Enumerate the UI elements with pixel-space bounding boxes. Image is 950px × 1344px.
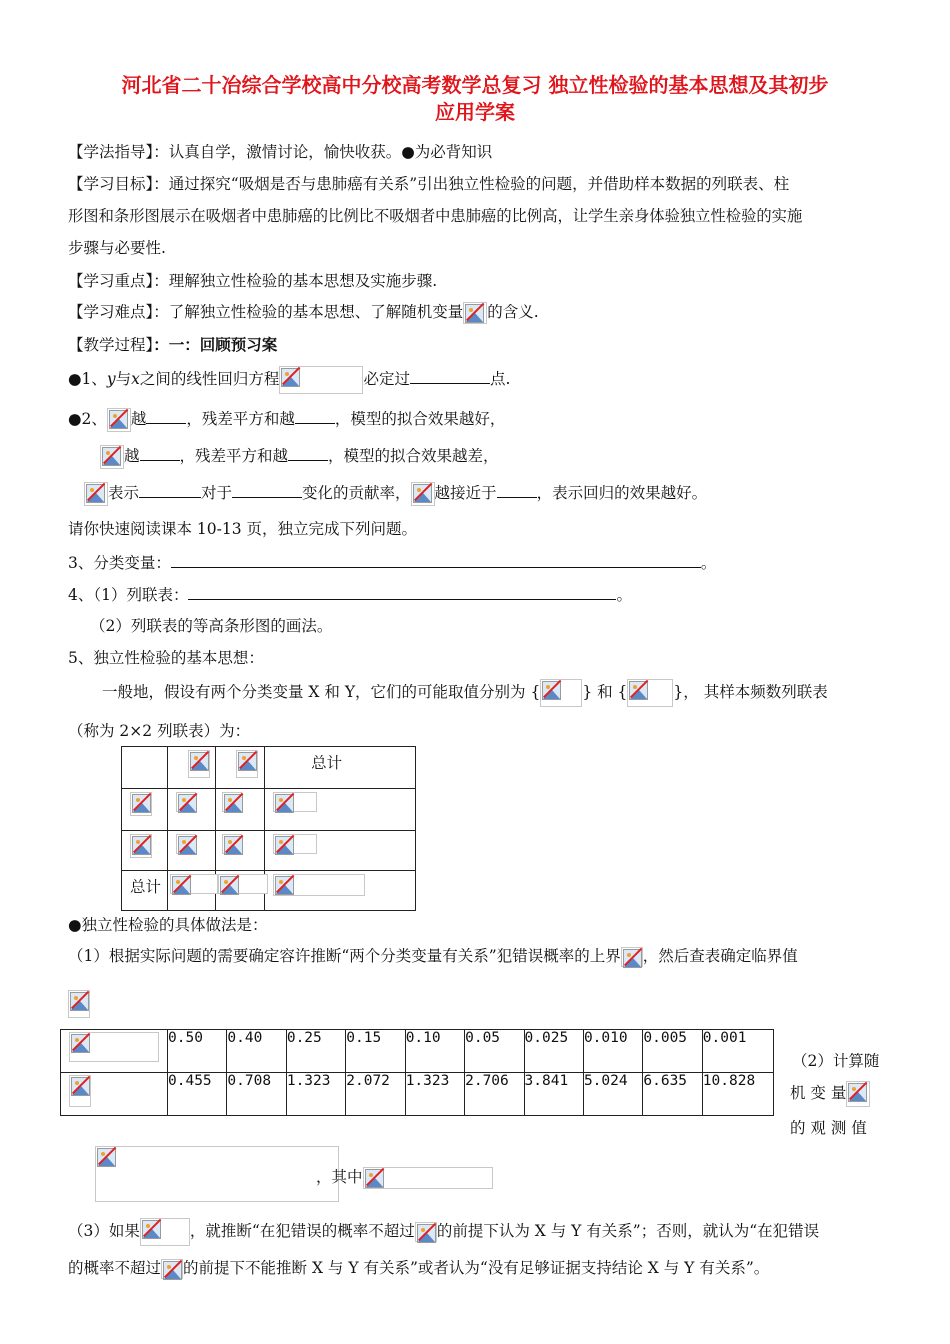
q4-label: 4、（1）列联表： — [68, 586, 189, 604]
doc-title-line1: 河北省二十冶综合学校高中分校高考数学总复习 独立性检验的基本思想及其初步 — [121, 73, 829, 97]
table-cell — [61, 1030, 168, 1073]
process — [68, 333, 277, 355]
formula-image-icon — [236, 750, 258, 778]
formula-image-icon — [69, 1032, 159, 1062]
formula-image-icon — [176, 834, 196, 854]
formula-image-icon — [68, 990, 90, 1018]
p-value-cell: 0.025 — [524, 1030, 583, 1073]
step3-text-c: 的前提下认为 X 与 Y 有关系”；否则，就认为“在犯错误 — [436, 1222, 820, 1240]
table-header-total: 总计 — [265, 747, 416, 789]
critical-value-table — [60, 1029, 774, 1116]
key-text: ：理解独立性检验的基本思想及实施步骤. — [153, 272, 438, 290]
process-label: 【教学过程】 — [68, 336, 154, 354]
k-value-cell: 10.828 — [702, 1073, 773, 1116]
step3-text-e: 的前提下不能推断 X 与 Y 有关系”或者认为“没有足够证据支持结论 X 与 Y 有关系”。 — [183, 1259, 770, 1277]
diff-label: 【学习难点】 — [68, 303, 154, 321]
k-value-cell: 0.455 — [168, 1073, 227, 1116]
q1-text-d: 必定过 — [363, 370, 410, 388]
goal-label: 【学习目标】 — [68, 175, 154, 193]
table-cell — [167, 831, 215, 871]
formula-image-icon — [279, 366, 363, 394]
var-x: x — [131, 370, 140, 388]
formula-image-icon — [273, 792, 317, 812]
method-label: 【学法指导】 — [68, 143, 154, 161]
table-cell — [265, 871, 416, 911]
question-1 — [68, 366, 510, 394]
q2-text-k: 越接近于 — [434, 484, 497, 502]
table-cell — [61, 1073, 168, 1116]
diff-text-a: ：了解独立性检验的基本思想、了解随机变量 — [153, 303, 464, 321]
goal-line1 — [68, 172, 789, 194]
step3-text-d: 的概率不超过 — [68, 1259, 162, 1277]
formula-image-icon — [411, 482, 435, 506]
k-value-cell: 1.323 — [405, 1073, 464, 1116]
step-2-b — [790, 1081, 870, 1107]
step-2-d — [316, 1165, 493, 1189]
method-text: ：认真自学，激情讨论，愉快收获。●为必背知识 — [153, 143, 493, 161]
step-1 — [68, 944, 798, 967]
table-cell — [215, 831, 264, 871]
method-guide — [68, 140, 492, 162]
q2-text-g: ，模型的拟合效果越差， — [328, 447, 499, 465]
var-y: y — [106, 370, 116, 388]
formula-image-icon — [84, 482, 108, 506]
p-value-cell: 0.50 — [168, 1030, 227, 1073]
q2-text-h: 表示 — [108, 484, 140, 502]
q3-label: 3、分类变量： — [68, 554, 171, 572]
q5-text-c: }， 其样本频数列联表 — [673, 683, 828, 701]
formula-image-icon — [222, 834, 242, 854]
question-4-2: （2）列联表的等高条形图的画法。 — [90, 617, 333, 635]
q5-text-a: 一般地，假设有两个分类变量 X 和 Y，它们的可能取值分别为 { — [102, 683, 541, 701]
q2-text-b: 越 — [130, 410, 147, 428]
blank-line — [497, 483, 537, 498]
q5-text-b: } 和 { — [582, 683, 628, 701]
table-cell — [122, 831, 168, 871]
table-cell — [215, 789, 264, 831]
blank-line — [232, 483, 302, 498]
formula-image-icon — [218, 874, 268, 894]
key-points — [68, 269, 437, 291]
blank-line — [139, 483, 201, 498]
difficulty — [68, 300, 539, 324]
doc-title-line2: 应用学案 — [435, 100, 515, 124]
goal-line3: 步骤与必要性. — [68, 239, 166, 257]
q2-text-d: ，模型的拟合效果越好， — [334, 410, 506, 428]
blank-line — [188, 585, 616, 600]
key-label: 【学习重点】 — [68, 272, 154, 290]
p-value-cell: 0.25 — [286, 1030, 345, 1073]
contingency-table — [121, 746, 416, 911]
question-2-line3 — [84, 481, 707, 506]
formula-image-icon — [130, 792, 152, 816]
formula-image-icon — [222, 792, 242, 812]
question-3 — [68, 551, 716, 573]
step1-text-b: ，然后查表确定临界值 — [642, 947, 798, 965]
question-2-line1 — [68, 407, 505, 432]
formula-image-icon — [846, 1081, 870, 1107]
formula-image-icon — [627, 679, 673, 707]
blank-line — [140, 446, 180, 461]
q1-number: ●1、 — [68, 370, 107, 388]
table-cell — [215, 871, 264, 911]
step-2-c: 的 观 测 值 — [790, 1119, 867, 1137]
p-value-cell: 0.001 — [702, 1030, 773, 1073]
p-value-cell: 0.15 — [346, 1030, 405, 1073]
q2-number: ●2、 — [68, 410, 107, 428]
table-cell — [265, 789, 416, 831]
p-value-cell: 0.10 — [405, 1030, 464, 1073]
question-5: 5、独立性检验的基本思想： — [68, 649, 264, 667]
formula-image-icon — [188, 750, 210, 778]
step3-text-a: （3）如果 — [68, 1222, 140, 1240]
formula-image-icon — [100, 445, 124, 469]
p-value-cell: 0.005 — [643, 1030, 702, 1073]
p-value-cell: 0.40 — [227, 1030, 286, 1073]
table-cell — [215, 747, 264, 789]
q4-end: 。 — [616, 586, 632, 604]
q2-text-l: ，表示回归的效果越好。 — [536, 484, 708, 502]
formula-image-icon — [540, 679, 582, 707]
blank-line — [288, 446, 328, 461]
blank-line — [171, 553, 701, 568]
question-2-line2 — [100, 444, 499, 469]
k-value-cell: 6.635 — [643, 1073, 702, 1116]
formula-image-icon — [415, 1222, 437, 1242]
table-cell — [265, 831, 416, 871]
formula-image-icon — [621, 947, 643, 967]
formula-image-icon — [161, 1259, 183, 1279]
read-note: 请你快速阅读课本 10-13 页，独立完成下列问题。 — [68, 520, 418, 538]
formula-image-icon — [463, 302, 487, 324]
step1-text-a: （1）根据实际问题的需要确定容许推断“两个分类变量有关系”犯错误概率的上界 — [68, 947, 621, 965]
table-cell — [122, 789, 168, 831]
blank-line — [410, 369, 490, 384]
table-cell — [122, 747, 168, 789]
q2-text-e: 越 — [124, 447, 140, 465]
table-cell — [167, 871, 215, 911]
steps-heading: ●独立性检验的具体做法是： — [68, 916, 268, 934]
q1-text-e: 点. — [489, 370, 511, 388]
q2-text-j: 变化的贡献率， — [302, 484, 411, 502]
k-value-cell: 3.841 — [524, 1073, 583, 1116]
formula-image-icon — [69, 1075, 91, 1107]
q2-text-c: ，残差平方和越 — [186, 410, 295, 428]
q2-text-f: ，残差平方和越 — [179, 447, 289, 465]
formula-image-icon — [170, 874, 218, 894]
formula-image-icon — [95, 1146, 339, 1202]
process-text: ：一：回顾预习案 — [153, 335, 278, 354]
k-value-cell: 2.072 — [346, 1073, 405, 1116]
q1-text-b: 与 — [115, 370, 132, 388]
question-5-para1 — [102, 679, 828, 707]
formula-image-icon — [107, 408, 131, 432]
formula-image-icon — [363, 1167, 493, 1189]
diff-text-b: 的含义. — [487, 303, 539, 321]
step2-text-d: ，其中 — [316, 1168, 363, 1186]
k-value-cell: 2.706 — [465, 1073, 524, 1116]
blank-line — [295, 409, 335, 424]
formula-image-icon — [273, 834, 317, 854]
formula-image-icon — [130, 834, 152, 858]
k-value-cell: 1.323 — [286, 1073, 345, 1116]
goal-text-1: ：通过探究“吸烟是否与患肺癌有关系”引出独立性检验的问题，并借助样本数据的列联表、柱 — [153, 175, 790, 193]
q1-text-c: 之间的线性回归方程 — [139, 370, 280, 388]
table-cell — [167, 747, 215, 789]
k-value-cell: 5.024 — [583, 1073, 642, 1116]
goal-line2: 形图和条形图展示在吸烟者中患肺癌的比例比不吸烟者中患肺癌的比例高，让学生亲身体验独立性检验的实施 — [68, 207, 803, 225]
question-5-para2: （称为 2×2 列联表）为： — [68, 722, 251, 740]
k-value-cell: 0.708 — [227, 1073, 286, 1116]
step-3-line2 — [68, 1256, 769, 1279]
p-value-cell: 0.010 — [583, 1030, 642, 1073]
formula-image-icon — [140, 1218, 190, 1246]
step2-text-b: 机 变 量 — [790, 1084, 847, 1102]
formula-image-icon — [176, 792, 196, 812]
table-row — [61, 1030, 774, 1073]
formula-image-icon — [273, 874, 365, 896]
table-row-total: 总计 — [122, 871, 168, 911]
step-2-a: （2）计算随 — [792, 1052, 880, 1070]
blank-line — [146, 409, 186, 424]
p-value-cell: 0.05 — [465, 1030, 524, 1073]
table-cell — [167, 789, 215, 831]
q2-text-i: 对于 — [201, 484, 233, 502]
step3-text-b: ，就推断“在犯错误的概率不超过 — [189, 1222, 415, 1240]
table-row — [61, 1073, 774, 1116]
step-3-line1 — [68, 1218, 819, 1246]
question-4 — [68, 583, 632, 605]
q3-end: 。 — [700, 554, 717, 572]
